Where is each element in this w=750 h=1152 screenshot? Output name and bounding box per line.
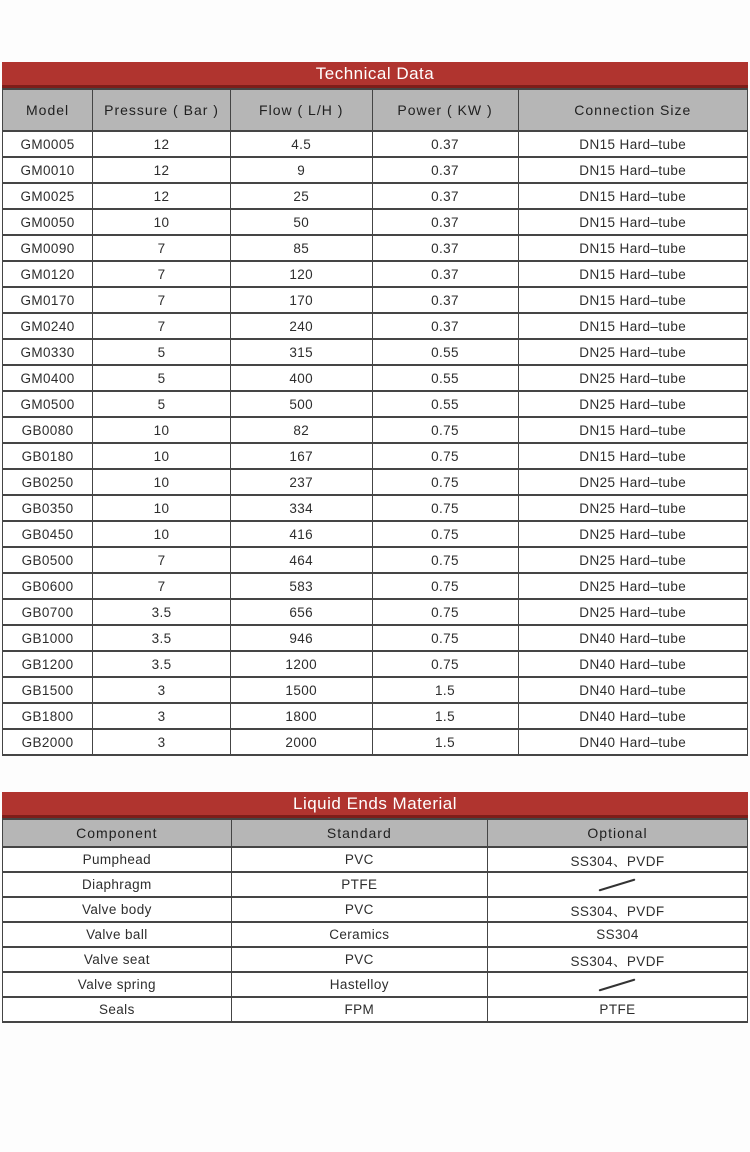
table-row bbox=[3, 365, 748, 391]
table-cell: 12 bbox=[93, 131, 231, 157]
table-cell: 0.37 bbox=[372, 157, 518, 183]
section-gap bbox=[2, 756, 748, 792]
table-cell: DN15 Hard–tube bbox=[518, 287, 747, 313]
table-row bbox=[3, 897, 748, 922]
liquid-ends-material-title: Liquid Ends Material bbox=[292, 793, 458, 813]
table-cell: 120 bbox=[230, 261, 372, 287]
table-cell: DN15 Hard–tube bbox=[518, 417, 747, 443]
table-cell: 10 bbox=[93, 417, 231, 443]
table-cell: 10 bbox=[93, 443, 231, 469]
technical-data-table bbox=[2, 88, 748, 756]
table-cell: 0.75 bbox=[372, 443, 518, 469]
table-cell: Ceramics bbox=[231, 922, 487, 947]
table-cell: SS304、PVDF bbox=[487, 897, 747, 922]
table-row bbox=[3, 625, 748, 651]
table-cell: 1200 bbox=[230, 651, 372, 677]
table-row bbox=[3, 235, 748, 261]
table-row bbox=[3, 521, 748, 547]
table-cell: 7 bbox=[93, 313, 231, 339]
table-row bbox=[3, 547, 748, 573]
table-cell: 7 bbox=[93, 261, 231, 287]
table-cell: DN15 Hard–tube bbox=[518, 183, 747, 209]
table-row bbox=[3, 391, 748, 417]
table-cell: DN25 Hard–tube bbox=[518, 495, 747, 521]
table-cell: DN15 Hard–tube bbox=[518, 157, 747, 183]
table-cell: DN25 Hard–tube bbox=[518, 365, 747, 391]
table-cell: 170 bbox=[230, 287, 372, 313]
table-row bbox=[3, 972, 748, 997]
table-cell: 12 bbox=[93, 157, 231, 183]
table-cell: DN40 Hard–tube bbox=[518, 625, 747, 651]
table-cell: DN40 Hard–tube bbox=[518, 703, 747, 729]
table-cell: 0.37 bbox=[372, 209, 518, 235]
table-cell: GB1200 bbox=[3, 651, 93, 677]
column-header: Model bbox=[3, 89, 93, 131]
table-cell: 240 bbox=[230, 313, 372, 339]
table-cell: SS304 bbox=[487, 922, 747, 947]
table-cell: 237 bbox=[230, 469, 372, 495]
column-header: Standard bbox=[231, 819, 487, 847]
table-cell: DN25 Hard–tube bbox=[518, 339, 747, 365]
table-cell: DN25 Hard–tube bbox=[518, 573, 747, 599]
table-cell: GB0450 bbox=[3, 521, 93, 547]
table-cell: PTFE bbox=[487, 997, 747, 1022]
table-cell: 3.5 bbox=[93, 599, 231, 625]
table-cell: 0.75 bbox=[372, 495, 518, 521]
table-cell: 400 bbox=[230, 365, 372, 391]
table-cell: 656 bbox=[230, 599, 372, 625]
table-cell: 0.55 bbox=[372, 391, 518, 417]
table-cell: GM0240 bbox=[3, 313, 93, 339]
table-cell: 0.75 bbox=[372, 521, 518, 547]
column-header: Component bbox=[3, 819, 232, 847]
table-cell: 10 bbox=[93, 521, 231, 547]
table-cell: 3.5 bbox=[93, 625, 231, 651]
table-row bbox=[3, 287, 748, 313]
table-cell bbox=[487, 872, 747, 897]
table-cell: PVC bbox=[231, 897, 487, 922]
table-row bbox=[3, 495, 748, 521]
table-cell: 4.5 bbox=[230, 131, 372, 157]
table-cell: GB0600 bbox=[3, 573, 93, 599]
column-header: Flow ( L/H ) bbox=[230, 89, 372, 131]
table-cell: 9 bbox=[230, 157, 372, 183]
table-cell: Pumphead bbox=[3, 847, 232, 872]
table-cell: 946 bbox=[230, 625, 372, 651]
table-cell: GB0350 bbox=[3, 495, 93, 521]
technical-data-section bbox=[2, 62, 748, 756]
table-row bbox=[3, 847, 748, 872]
table-cell: GB0080 bbox=[3, 417, 93, 443]
table-cell: DN40 Hard–tube bbox=[518, 677, 747, 703]
table-cell: GB0700 bbox=[3, 599, 93, 625]
table-cell: 0.75 bbox=[372, 625, 518, 651]
table-cell: GB2000 bbox=[3, 729, 93, 755]
table-cell: DN40 Hard–tube bbox=[518, 729, 747, 755]
table-cell: GM0090 bbox=[3, 235, 93, 261]
table-cell: DN15 Hard–tube bbox=[518, 209, 747, 235]
table-row bbox=[3, 157, 748, 183]
table-cell: 1.5 bbox=[372, 677, 518, 703]
table-row bbox=[3, 261, 748, 287]
table-cell: GM0005 bbox=[3, 131, 93, 157]
table-row bbox=[3, 417, 748, 443]
table-cell: 5 bbox=[93, 365, 231, 391]
table-cell: GM0500 bbox=[3, 391, 93, 417]
table-cell: 3 bbox=[93, 729, 231, 755]
table-row bbox=[3, 209, 748, 235]
table-cell: 82 bbox=[230, 417, 372, 443]
table-cell: 334 bbox=[230, 495, 372, 521]
table-cell: 85 bbox=[230, 235, 372, 261]
table-cell: SS304、PVDF bbox=[487, 847, 747, 872]
table-cell: SS304、PVDF bbox=[487, 947, 747, 972]
table-cell: GB1000 bbox=[3, 625, 93, 651]
slash-mark bbox=[599, 879, 636, 892]
table-cell: 7 bbox=[93, 287, 231, 313]
table-cell: 5 bbox=[93, 391, 231, 417]
column-header: Pressure ( Bar ) bbox=[93, 89, 231, 131]
table-row bbox=[3, 872, 748, 897]
table-cell: 0.37 bbox=[372, 183, 518, 209]
table-cell: 0.37 bbox=[372, 235, 518, 261]
liquid-ends-material-table bbox=[2, 818, 748, 1023]
slash-mark bbox=[599, 979, 636, 992]
table-cell: GB0500 bbox=[3, 547, 93, 573]
table-row bbox=[3, 703, 748, 729]
table-cell: 0.37 bbox=[372, 131, 518, 157]
table-cell: Valve body bbox=[3, 897, 232, 922]
table-row bbox=[3, 443, 748, 469]
table-cell: 583 bbox=[230, 573, 372, 599]
table-cell: 1500 bbox=[230, 677, 372, 703]
table-cell: 10 bbox=[93, 469, 231, 495]
table-cell: 7 bbox=[93, 573, 231, 599]
table-cell: PVC bbox=[231, 947, 487, 972]
table-cell: 0.75 bbox=[372, 651, 518, 677]
table-cell: 3 bbox=[93, 677, 231, 703]
table-cell: DN25 Hard–tube bbox=[518, 521, 747, 547]
table-cell: DN15 Hard–tube bbox=[518, 235, 747, 261]
table-cell: 167 bbox=[230, 443, 372, 469]
table-cell: DN15 Hard–tube bbox=[518, 261, 747, 287]
table-row bbox=[3, 947, 748, 972]
table-cell: DN25 Hard–tube bbox=[518, 391, 747, 417]
table-cell: 0.37 bbox=[372, 287, 518, 313]
table-cell: GM0330 bbox=[3, 339, 93, 365]
technical-data-header-row bbox=[3, 89, 748, 131]
table-cell: 416 bbox=[230, 521, 372, 547]
table-row bbox=[3, 677, 748, 703]
column-header: Optional bbox=[487, 819, 747, 847]
table-cell: DN15 Hard–tube bbox=[518, 443, 747, 469]
table-row bbox=[3, 997, 748, 1022]
table-cell: GM0170 bbox=[3, 287, 93, 313]
table-cell: DN15 Hard–tube bbox=[518, 313, 747, 339]
table-cell: 25 bbox=[230, 183, 372, 209]
column-header: Power ( KW ) bbox=[372, 89, 518, 131]
table-cell: 50 bbox=[230, 209, 372, 235]
table-row bbox=[3, 573, 748, 599]
table-cell: 0.55 bbox=[372, 365, 518, 391]
table-cell: 0.75 bbox=[372, 417, 518, 443]
table-row bbox=[3, 339, 748, 365]
table-cell: Valve ball bbox=[3, 922, 232, 947]
technical-data-title: Technical Data bbox=[315, 63, 435, 83]
table-cell: PTFE bbox=[231, 872, 487, 897]
table-row bbox=[3, 651, 748, 677]
table-row bbox=[3, 183, 748, 209]
table-cell: GB0250 bbox=[3, 469, 93, 495]
column-header: Connection Size bbox=[518, 89, 747, 131]
liquid-ends-material-title-bar bbox=[2, 792, 748, 818]
table-cell: 0.37 bbox=[372, 313, 518, 339]
table-cell: FPM bbox=[231, 997, 487, 1022]
table-cell: Hastelloy bbox=[231, 972, 487, 997]
table-cell: Valve spring bbox=[3, 972, 232, 997]
table-cell: 5 bbox=[93, 339, 231, 365]
table-cell: Seals bbox=[3, 997, 232, 1022]
technical-data-title-bar bbox=[2, 62, 748, 88]
table-cell: 7 bbox=[93, 235, 231, 261]
table-cell: GB1800 bbox=[3, 703, 93, 729]
liquid-ends-material-header-row bbox=[3, 819, 748, 847]
table-cell: DN25 Hard–tube bbox=[518, 599, 747, 625]
table-cell: 10 bbox=[93, 495, 231, 521]
table-cell: 464 bbox=[230, 547, 372, 573]
table-row bbox=[3, 313, 748, 339]
table-cell: GB1500 bbox=[3, 677, 93, 703]
table-row bbox=[3, 131, 748, 157]
table-cell: DN25 Hard–tube bbox=[518, 469, 747, 495]
table-cell: Valve seat bbox=[3, 947, 232, 972]
table-cell: 12 bbox=[93, 183, 231, 209]
table-cell bbox=[487, 972, 747, 997]
table-cell: DN40 Hard–tube bbox=[518, 651, 747, 677]
table-cell: 3.5 bbox=[93, 651, 231, 677]
table-cell: 500 bbox=[230, 391, 372, 417]
table-cell: Diaphragm bbox=[3, 872, 232, 897]
table-cell: 0.55 bbox=[372, 339, 518, 365]
table-cell: 2000 bbox=[230, 729, 372, 755]
table-cell: 7 bbox=[93, 547, 231, 573]
table-cell: 0.75 bbox=[372, 599, 518, 625]
table-cell: GM0400 bbox=[3, 365, 93, 391]
table-cell: 3 bbox=[93, 703, 231, 729]
table-row bbox=[3, 729, 748, 755]
table-cell: GM0050 bbox=[3, 209, 93, 235]
table-cell: 0.75 bbox=[372, 573, 518, 599]
table-cell: PVC bbox=[231, 847, 487, 872]
table-row bbox=[3, 469, 748, 495]
table-cell: 1.5 bbox=[372, 703, 518, 729]
liquid-ends-material-section bbox=[2, 792, 748, 1023]
table-cell: 1800 bbox=[230, 703, 372, 729]
table-row bbox=[3, 599, 748, 625]
table-cell: 0.75 bbox=[372, 547, 518, 573]
table-cell: 10 bbox=[93, 209, 231, 235]
table-cell: 1.5 bbox=[372, 729, 518, 755]
table-cell: GM0010 bbox=[3, 157, 93, 183]
table-cell: GM0120 bbox=[3, 261, 93, 287]
table-cell: GB0180 bbox=[3, 443, 93, 469]
table-cell: DN25 Hard–tube bbox=[518, 547, 747, 573]
table-row bbox=[3, 922, 748, 947]
table-cell: 0.37 bbox=[372, 261, 518, 287]
table-cell: DN15 Hard–tube bbox=[518, 131, 747, 157]
table-cell: GM0025 bbox=[3, 183, 93, 209]
table-cell: 0.75 bbox=[372, 469, 518, 495]
table-cell: 315 bbox=[230, 339, 372, 365]
